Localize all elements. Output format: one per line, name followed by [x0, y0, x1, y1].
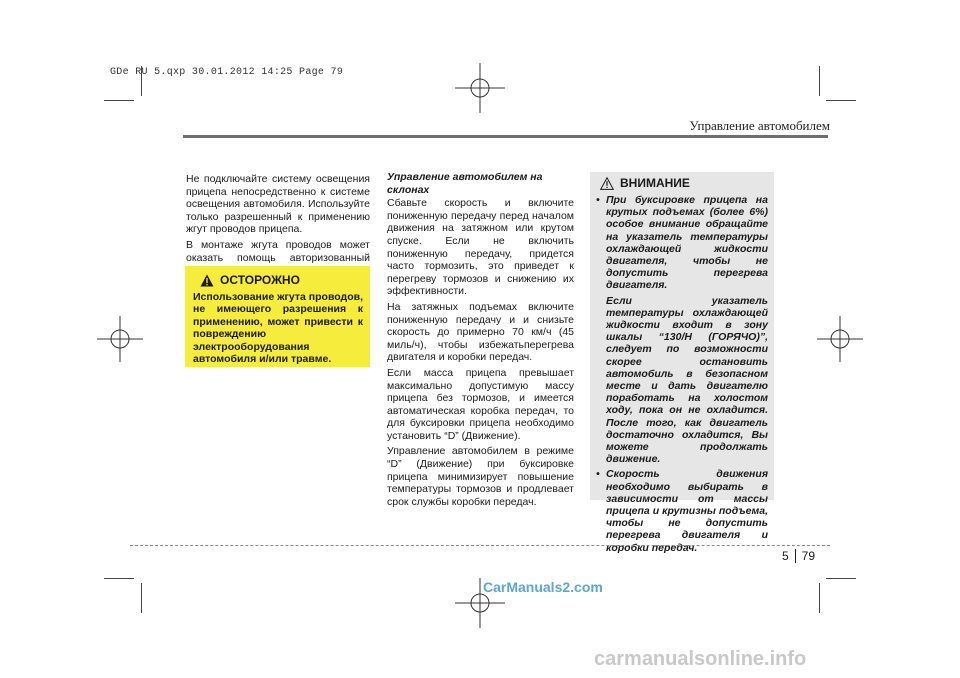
section-header-title: Управление автомобилем — [689, 118, 830, 133]
warning-item-text: Скорость движения необходимо выбирать в зависимости от массы прицепа и крутизны подъема, чтобы не допустить перегрева двигателя и коробки передач. — [606, 468, 768, 554]
caution-title-row — [200, 273, 300, 287]
caution-box — [185, 266, 370, 367]
crop-mark — [826, 100, 856, 101]
warning-item — [596, 468, 768, 553]
paragraph: На затяжных подъемах включите пониженную передачу и и снизьте скорость до примерно 70 км/ч (45 миль/ч), чтобы избежатьперегрева двигателя и коробки передач. — [387, 300, 574, 364]
warning-item-text: Если указатель температуры охлаждающей жидкости входит в зону шкалы “130/H (ГОРЯЧО)”, следует по возможности скорее остановить автомобиль в безопасном месте и дать двигателю поработать на холостом ходу, пока он не охладится. После того, как двигатель достаточно охладится, Вы можете продолжать движение. — [606, 294, 768, 466]
middle-column — [387, 171, 574, 511]
registration-mark-right — [817, 316, 863, 362]
watermark-link[interactable]: CarManuals2.com — [483, 579, 603, 595]
header-rule — [183, 135, 828, 138]
bullet-icon: • — [596, 194, 600, 206]
warning-list — [596, 194, 768, 557]
crop-mark — [104, 100, 134, 101]
warning-box — [590, 172, 774, 554]
print-slug: GDe RU 5.qxp 30.01.2012 14:25 Page 79 — [110, 67, 344, 78]
registration-mark-top — [455, 63, 505, 113]
caution-title: ОСТОРОЖНО — [220, 273, 300, 287]
warning-title: ВНИМАНИЕ — [620, 176, 690, 190]
bullet-icon: • — [596, 468, 600, 481]
paragraph: В монтаже жгута проводов может оказать помощь авторизованный — [186, 238, 370, 264]
registration-mark-left — [97, 316, 143, 362]
crop-mark — [826, 578, 856, 579]
watermark-text: carmanualsonline.info — [594, 648, 807, 670]
footer-rule — [130, 545, 830, 546]
caution-text: Использование жгута проводов, не имеющего разрешения к применению, может привести к повреждению электрооборудования автомобиля и/или травме. — [193, 291, 363, 366]
page-number-separator — [795, 549, 796, 563]
left-column — [186, 173, 370, 280]
crop-mark — [819, 66, 820, 96]
warning-item — [596, 194, 768, 465]
paragraph: Если масса прицепа превышает максимально допустимую массу прицепа без тормозов, и имеется автоматическая коробка передач, то для буксировки прицепа необходимо установить “D” (Движение). — [387, 366, 574, 442]
crop-mark — [819, 583, 820, 613]
paragraph: Не подключайте систему освещения прицепа непосредственно к системе освещения автомобиля. Используйте только разрешенный к применению жгут проводов прицепа. — [186, 173, 370, 236]
page-number-value: 79 — [801, 549, 815, 563]
chapter-number: 5 — [781, 549, 789, 563]
warning-title-row — [600, 176, 690, 190]
warning-triangle-icon — [600, 177, 614, 190]
paragraph: Управление автомобилем в режиме “D” (Движение) при буксировке прицепа минимизирует повышение температуры тормозов и продлевает срок службы коробки передач. — [387, 445, 574, 508]
section-subheading: Управление автомобилем на склонах — [387, 171, 543, 196]
crop-mark — [141, 583, 142, 613]
warning-item-text: При буксировке прицепа на крутых подъемах (более 6%) особое внимание обращайте на указатель температуры охлаждающей жидкости двигателя, чтобы не допустить перегрева двигателя. — [606, 194, 768, 292]
warning-triangle-icon — [200, 274, 214, 287]
paragraph: Сбавьте скорость и включите пониженную передачу перед началом движения на затяжном или крутом спуске. Если не включить пониженную передачу, придется часто тормозить, это приведет к перегреву тормозов и снижению их эффективности. — [387, 197, 574, 298]
page-number — [782, 549, 815, 563]
crop-mark — [104, 578, 134, 579]
